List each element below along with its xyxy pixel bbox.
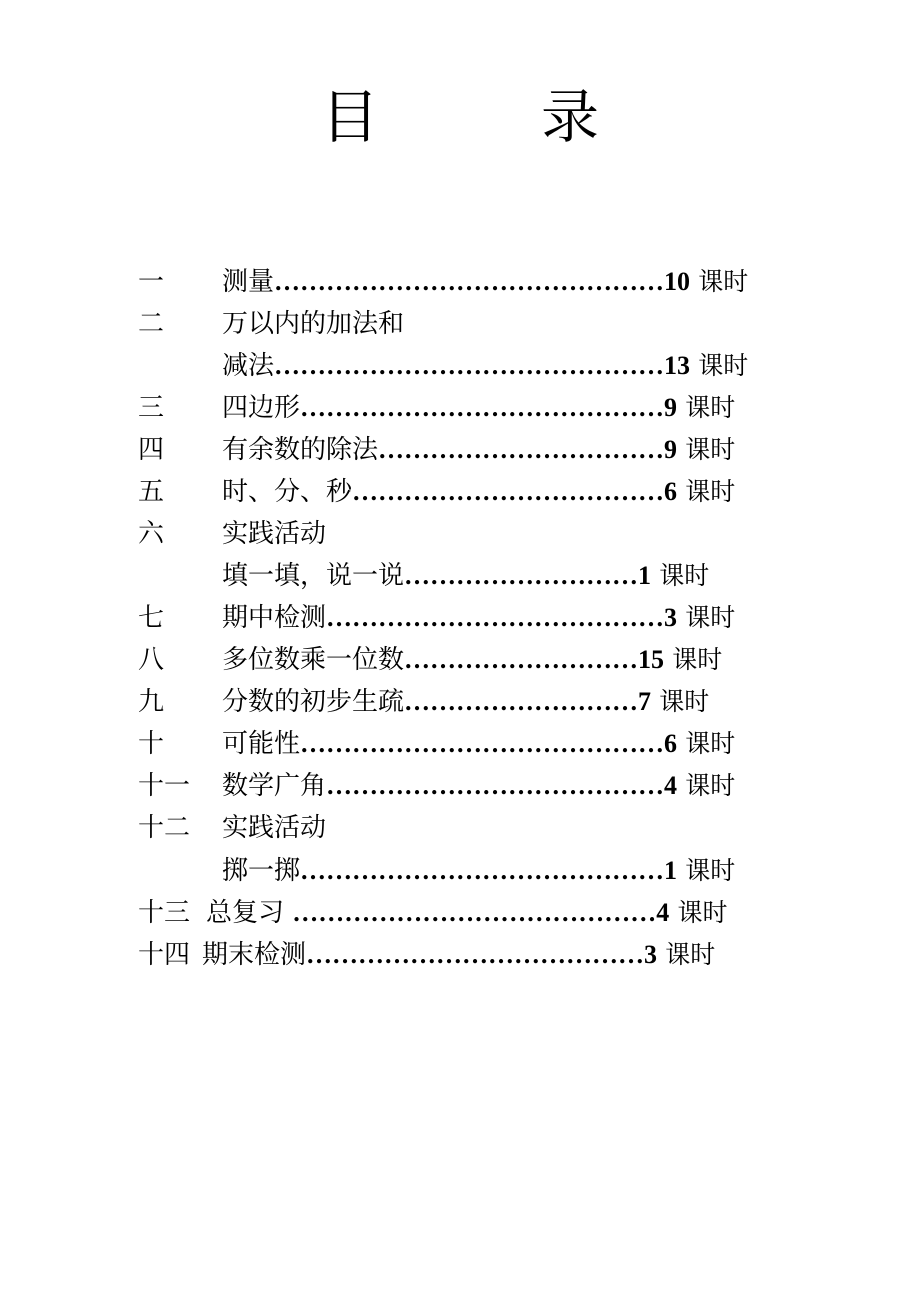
lesson-count: 1 (638, 561, 652, 590)
lesson-count: 6 (664, 729, 678, 758)
leader-dots: …………………………………… (300, 856, 665, 885)
chapter-number: 十 (138, 729, 165, 759)
chapter-number: 十一 (138, 771, 191, 801)
lesson-unit: 课时 (685, 477, 736, 506)
chapter-title: 万以内的加法和 (222, 309, 405, 339)
lesson-unit: 课时 (665, 940, 716, 969)
leader-dots: ……………………… (404, 687, 639, 716)
lesson-count: 7 (638, 687, 652, 716)
chapter-line (222, 304, 404, 344)
lesson-count: 4 (664, 771, 678, 800)
chapter-number: 九 (138, 687, 165, 717)
chapter-number: 十四 (138, 940, 191, 970)
chapter-title: 多位数乘一位数 (222, 645, 405, 675)
lesson-count: 9 (664, 435, 678, 464)
leader-dots: ……………………………………… (274, 351, 665, 380)
chapter-title: 期末检测 (202, 940, 307, 970)
leader-dots: ……………………… (404, 645, 639, 674)
chapter-line (206, 893, 728, 933)
lesson-count: 1 (664, 856, 678, 885)
chapter-number: 三 (138, 393, 165, 423)
lesson-unit: 课时 (685, 771, 736, 800)
lesson-unit: 课时 (685, 393, 736, 422)
lesson-count: 6 (664, 477, 678, 506)
chapter-title: 实践活动 (222, 519, 327, 549)
chapter-line (222, 556, 709, 596)
page-title: 目 录 (320, 83, 651, 151)
chapter-title: 掷一掷 (222, 856, 301, 886)
chapter-title: 期中检测 (222, 603, 327, 633)
leader-dots: ……………………… (404, 561, 639, 590)
lesson-unit: 课时 (672, 645, 723, 674)
chapter-title: 有余数的除法 (222, 435, 379, 465)
lesson-unit: 课时 (685, 856, 736, 885)
chapter-title: 填一填，说一说 (222, 561, 405, 591)
chapter-number: 二 (138, 309, 165, 339)
lesson-unit: 课时 (677, 898, 728, 927)
lesson-unit: 课时 (659, 561, 710, 590)
chapter-title: 时、分、秒 (222, 477, 353, 507)
chapter-line (222, 724, 735, 764)
chapter-line (202, 935, 715, 975)
chapter-title: 数学广角 (222, 771, 327, 801)
chapter-line (222, 808, 326, 848)
lesson-unit: 课时 (685, 603, 736, 632)
chapter-title: 四边形 (222, 393, 301, 423)
chapter-line (222, 346, 748, 386)
chapter-number: 一 (138, 267, 165, 297)
chapter-line (222, 262, 748, 302)
lesson-unit: 课时 (698, 351, 749, 380)
chapter-title: 减法 (222, 351, 275, 381)
leader-dots: …………………………………… (292, 898, 657, 927)
chapter-number: 四 (138, 435, 165, 465)
leader-dots: ………………………………… (326, 603, 665, 632)
chapter-number: 六 (138, 519, 165, 549)
lesson-count: 13 (664, 351, 691, 380)
chapter-line (222, 640, 722, 680)
lesson-unit: 课时 (685, 435, 736, 464)
leader-dots: ……………………………… (352, 477, 665, 506)
lesson-count: 15 (638, 645, 665, 674)
leader-dots: …………………………………… (300, 393, 665, 422)
leader-dots: ……………………………………… (274, 267, 665, 296)
chapter-number: 八 (138, 645, 165, 675)
chapter-line (222, 766, 735, 806)
chapter-number: 七 (138, 603, 165, 633)
lesson-count: 4 (656, 898, 670, 927)
lesson-unit: 课时 (685, 729, 736, 758)
chapter-number: 五 (138, 477, 165, 507)
chapter-line (222, 851, 735, 891)
chapter-title: 可能性 (222, 729, 301, 759)
leader-dots: …………………………… (378, 435, 665, 464)
chapter-line (222, 598, 735, 638)
lesson-unit: 课时 (698, 267, 749, 296)
lesson-count: 9 (664, 393, 678, 422)
chapter-line (222, 514, 326, 554)
chapter-line (222, 682, 709, 722)
chapter-number: 十二 (138, 813, 191, 843)
lesson-count: 3 (664, 603, 678, 632)
leader-dots: …………………………………… (300, 729, 665, 758)
lesson-count: 3 (644, 940, 658, 969)
chapter-title: 测量 (222, 267, 275, 297)
chapter-line (222, 472, 735, 512)
chapter-title: 实践活动 (222, 813, 327, 843)
leader-dots: ………………………………… (306, 940, 645, 969)
chapter-title: 分数的初步生疏 (222, 687, 405, 717)
chapter-line (222, 430, 735, 470)
chapter-title: 总复习 (206, 898, 285, 928)
chapter-line (222, 388, 735, 428)
leader-dots: ………………………………… (326, 771, 665, 800)
lesson-count: 10 (664, 267, 691, 296)
lesson-unit: 课时 (659, 687, 710, 716)
chapter-number: 十三 (138, 898, 191, 928)
